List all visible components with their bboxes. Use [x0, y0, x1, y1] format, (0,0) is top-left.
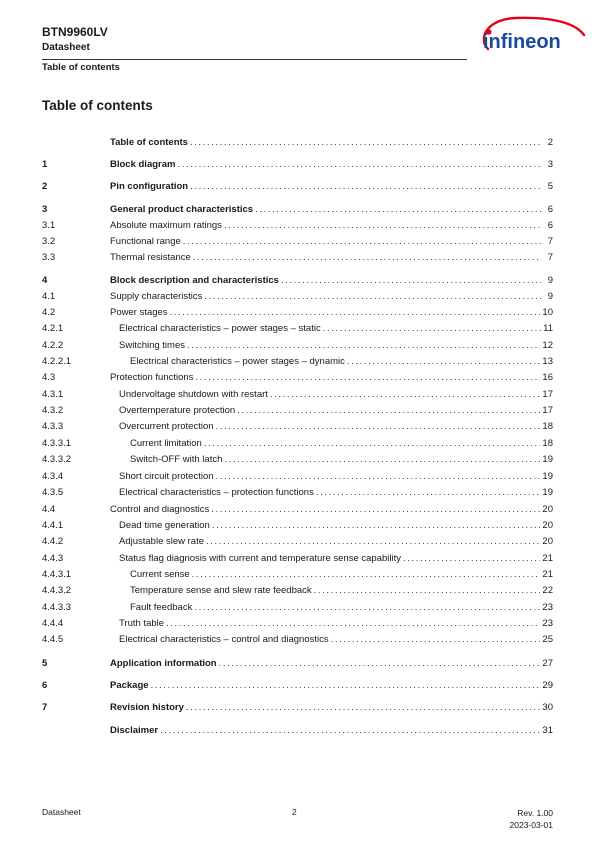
- toc-row[interactable]: [42, 519, 553, 533]
- toc-leader-dots: [190, 180, 541, 194]
- toc-entry[interactable]: [119, 420, 553, 434]
- toc-page-number[interactable]: 27: [542, 658, 553, 669]
- toc-page-number[interactable]: 22: [542, 585, 553, 596]
- toc-leader-dots: [216, 420, 541, 434]
- footer-revision: Rev. 1.00: [517, 808, 553, 818]
- toc-row[interactable]: [42, 203, 553, 217]
- toc-page-number[interactable]: 11: [543, 323, 553, 334]
- toc-number: 3.2: [42, 236, 56, 247]
- toc-number: 4.3.4: [42, 471, 64, 482]
- toc-row[interactable]: [42, 679, 553, 693]
- toc-row[interactable]: [42, 235, 553, 249]
- toc-title[interactable]: Protection functions: [110, 372, 194, 383]
- toc-leader-dots: [212, 519, 541, 533]
- toc-leader-dots: [151, 679, 541, 693]
- toc-entry[interactable]: [130, 584, 553, 598]
- toc-title[interactable]: Electrical characteristics – protection functions: [119, 487, 314, 498]
- toc-leader-dots: [166, 617, 540, 631]
- toc-entry[interactable]: [119, 535, 553, 549]
- footer-date: 2023-03-01: [509, 820, 553, 830]
- toc-page-number[interactable]: 18: [542, 421, 553, 432]
- toc-row[interactable]: [42, 251, 553, 265]
- toc-entry[interactable]: [110, 701, 553, 715]
- toc-number: 4.3.3: [42, 421, 64, 432]
- toc-page-number[interactable]: 5: [547, 181, 553, 192]
- toc-number: 4.4.3.2: [42, 585, 72, 596]
- toc-page-number[interactable]: 19: [542, 471, 553, 482]
- toc-leader-dots: [347, 355, 541, 369]
- toc-row[interactable]: [42, 274, 553, 288]
- toc-page-number[interactable]: 21: [542, 553, 553, 564]
- toc-number: 4.4.3: [42, 553, 64, 564]
- toc-title[interactable]: Block description and characteristics: [110, 275, 279, 286]
- toc-leader-dots: [270, 388, 541, 402]
- toc-entry[interactable]: [119, 470, 553, 484]
- toc-page-number[interactable]: 17: [542, 405, 553, 416]
- toc-leader-dots: [195, 371, 540, 385]
- toc-title[interactable]: Adjustable slew rate: [119, 536, 205, 547]
- toc-leader-dots: [186, 701, 541, 715]
- toc-page-number[interactable]: 7: [547, 252, 553, 263]
- toc-number: 4.2.2: [42, 340, 64, 351]
- toc-title[interactable]: Disclaimer: [110, 725, 159, 736]
- toc-page-number[interactable]: 23: [542, 602, 553, 613]
- toc-number: 7: [42, 702, 48, 713]
- toc-page-number[interactable]: 6: [547, 204, 553, 215]
- toc-entry[interactable]: [130, 355, 553, 369]
- toc-page-number[interactable]: 10: [542, 307, 553, 318]
- page-title: Table of contents: [42, 98, 153, 113]
- toc-entry[interactable]: [130, 568, 553, 582]
- toc-leader-dots: [211, 503, 540, 517]
- toc-number: 4.2: [42, 307, 56, 318]
- toc-entry[interactable]: [119, 552, 553, 566]
- toc-entry[interactable]: [110, 724, 553, 738]
- toc-leader-dots: [170, 306, 541, 320]
- toc-leader-dots: [190, 136, 541, 150]
- toc-page-number[interactable]: 19: [542, 454, 553, 465]
- toc-entry[interactable]: [110, 274, 553, 288]
- toc-page-number[interactable]: 9: [547, 291, 553, 302]
- toc-leader-dots: [224, 453, 540, 467]
- toc-page-number[interactable]: 21: [542, 569, 553, 580]
- toc-entry[interactable]: [119, 633, 553, 647]
- toc-row[interactable]: [42, 388, 553, 402]
- toc-row[interactable]: [42, 633, 553, 647]
- toc-page-number[interactable]: 19: [542, 487, 553, 498]
- toc-row[interactable]: [42, 306, 553, 320]
- toc-number: 2: [42, 181, 48, 192]
- toc-number: 4.3.5: [42, 487, 64, 498]
- toc-page-number[interactable]: 20: [542, 504, 553, 515]
- toc-number: 4.3.2: [42, 405, 64, 416]
- toc-entry[interactable]: [110, 251, 553, 265]
- toc-page-number[interactable]: 30: [542, 702, 553, 713]
- toc-row[interactable]: [42, 322, 553, 336]
- toc-entry[interactable]: [119, 339, 553, 353]
- infineon-logo-icon: [476, 13, 586, 61]
- footer-page-number: 2: [292, 807, 297, 817]
- toc-number: 6: [42, 680, 48, 691]
- toc-title[interactable]: Revision history: [110, 702, 184, 713]
- toc-row[interactable]: [42, 180, 553, 194]
- toc-entry[interactable]: [130, 453, 553, 467]
- toc-leader-dots: [206, 535, 540, 549]
- toc-title[interactable]: Current sense: [130, 569, 190, 580]
- toc-page-number[interactable]: 9: [547, 275, 553, 286]
- toc-row[interactable]: [42, 701, 553, 715]
- toc-number: 4.4.4: [42, 618, 64, 629]
- toc-page-number[interactable]: 20: [542, 536, 553, 547]
- toc-number: 4.3.3.2: [42, 454, 72, 465]
- toc-title[interactable]: Dead time generation: [119, 520, 210, 531]
- toc-page-number[interactable]: 12: [542, 340, 553, 351]
- toc-entry[interactable]: [110, 219, 553, 233]
- toc-entry[interactable]: [110, 306, 553, 320]
- toc-title[interactable]: Absolute maximum ratings: [110, 220, 222, 231]
- toc-row[interactable]: [42, 568, 553, 582]
- toc-row[interactable]: [42, 486, 553, 500]
- toc-page-number[interactable]: 29: [542, 680, 553, 691]
- header-divider: [42, 59, 467, 60]
- toc-title[interactable]: General product characteristics: [110, 204, 254, 215]
- toc-leader-dots: [331, 633, 541, 647]
- toc-row[interactable]: [42, 724, 553, 738]
- toc-page-number[interactable]: 2: [547, 137, 553, 148]
- toc-leader-dots: [204, 290, 541, 304]
- toc-leader-dots: [281, 274, 541, 288]
- toc-number: 5: [42, 658, 48, 669]
- toc-entry[interactable]: [119, 388, 553, 402]
- toc-leader-dots: [194, 601, 540, 615]
- toc-title[interactable]: Switching times: [119, 340, 185, 351]
- toc-leader-dots: [323, 322, 541, 336]
- toc-row[interactable]: [42, 404, 553, 418]
- toc-page-number[interactable]: 31: [542, 725, 553, 736]
- toc-number: 4.4: [42, 504, 56, 515]
- toc-page-number[interactable]: 17: [542, 389, 553, 400]
- toc-leader-dots: [192, 568, 541, 582]
- toc-row[interactable]: [42, 290, 553, 304]
- toc-leader-dots: [193, 251, 541, 265]
- toc-entry[interactable]: [119, 617, 553, 631]
- toc-number: 3.1: [42, 220, 56, 231]
- toc-title[interactable]: Overcurrent protection: [119, 421, 214, 432]
- footer-doc-type: Datasheet: [42, 807, 81, 817]
- toc-number: 4.4.5: [42, 634, 64, 645]
- toc-row[interactable]: [42, 219, 553, 233]
- toc-row[interactable]: [42, 437, 553, 451]
- toc-title[interactable]: Truth table: [119, 618, 165, 629]
- footer-revision-block: [510, 807, 553, 831]
- toc-entry[interactable]: [110, 180, 553, 194]
- toc-leader-dots: [237, 404, 540, 418]
- toc-page-number[interactable]: 23: [542, 618, 553, 629]
- product-name: BTN9960LV: [42, 25, 108, 39]
- toc-leader-dots: [160, 724, 540, 738]
- toc-page-number[interactable]: 6: [547, 220, 553, 231]
- toc-title[interactable]: Fault feedback: [130, 602, 193, 613]
- document-header: [42, 25, 467, 54]
- toc-page-number[interactable]: 7: [547, 236, 553, 247]
- toc-title[interactable]: Block diagram: [110, 159, 176, 170]
- toc-title[interactable]: Electrical characteristics – control and diagnostics: [119, 634, 329, 645]
- toc-entry[interactable]: [130, 437, 553, 451]
- toc-row[interactable]: [42, 535, 553, 549]
- toc-entry[interactable]: [110, 371, 553, 385]
- toc-row[interactable]: [42, 503, 553, 517]
- document-type: Datasheet: [42, 42, 90, 53]
- toc-number: 4.4.3.3: [42, 602, 72, 613]
- toc-page-number[interactable]: 25: [542, 634, 553, 645]
- toc-title[interactable]: Power stages: [110, 307, 168, 318]
- logo-wordmark: infineon: [483, 31, 561, 53]
- toc-entry[interactable]: [119, 519, 553, 533]
- toc-number: 4.2.2.1: [42, 356, 72, 367]
- toc-number: 4.1: [42, 291, 56, 302]
- toc-number: 4.4.2: [42, 536, 64, 547]
- toc-entry[interactable]: [119, 322, 553, 336]
- toc-row[interactable]: [42, 470, 553, 484]
- toc-leader-dots: [219, 657, 541, 671]
- toc-row[interactable]: [42, 355, 553, 369]
- toc-row[interactable]: [42, 657, 553, 671]
- toc-row[interactable]: [42, 158, 553, 172]
- toc-entry[interactable]: [110, 203, 553, 217]
- toc-leader-dots: [216, 470, 541, 484]
- toc-leader-dots: [187, 339, 540, 353]
- toc-title[interactable]: Pin configuration: [110, 181, 189, 192]
- toc-leader-dots: [314, 584, 541, 598]
- toc-entry[interactable]: [110, 158, 553, 172]
- toc-title[interactable]: Temperature sense and slew rate feedback: [130, 585, 312, 596]
- toc-number: 3: [42, 204, 48, 215]
- toc-leader-dots: [403, 552, 540, 566]
- toc-page-number[interactable]: 18: [542, 438, 553, 449]
- toc-title[interactable]: Overtemperature protection: [119, 405, 236, 416]
- toc-number: 4.3.1: [42, 389, 64, 400]
- toc-title[interactable]: Control and diagnostics: [110, 504, 210, 515]
- toc-title[interactable]: Electrical characteristics – power stages – static: [119, 323, 321, 334]
- toc-title[interactable]: Current limitation: [130, 438, 202, 449]
- toc-row[interactable]: [42, 371, 553, 385]
- toc-number: 4.4.1: [42, 520, 64, 531]
- toc-number: 3.3: [42, 252, 56, 263]
- toc-leader-dots: [255, 203, 541, 217]
- toc-leader-dots: [204, 437, 541, 451]
- toc-page-number[interactable]: 13: [542, 356, 553, 367]
- toc-number: 4.4.3.1: [42, 569, 72, 580]
- toc-leader-dots: [177, 158, 541, 172]
- toc-row[interactable]: [42, 420, 553, 434]
- toc-title[interactable]: Status flag diagnosis with current and temperature sense capability: [119, 553, 401, 564]
- toc-title[interactable]: Application information: [110, 658, 217, 669]
- toc-row[interactable]: [42, 552, 553, 566]
- toc-entry[interactable]: [110, 235, 553, 249]
- toc-number: 4.2.1: [42, 323, 64, 334]
- toc-number: 4.3.3.1: [42, 438, 72, 449]
- toc-entry[interactable]: [110, 136, 553, 150]
- toc-title[interactable]: Switch-OFF with latch: [130, 454, 223, 465]
- toc-page-number[interactable]: 3: [547, 159, 553, 170]
- toc-row[interactable]: [42, 617, 553, 631]
- toc-number: 4: [42, 275, 48, 286]
- header-section-title: Table of contents: [42, 62, 120, 73]
- toc-title[interactable]: Supply characteristics: [110, 291, 203, 302]
- toc-title[interactable]: Short circuit protection: [119, 471, 214, 482]
- toc-entry[interactable]: [110, 679, 553, 693]
- toc-entry[interactable]: [110, 290, 553, 304]
- toc-title[interactable]: Electrical characteristics – power stages – dynamic: [130, 356, 345, 367]
- toc-leader-dots: [183, 235, 541, 249]
- toc-number: 4.3: [42, 372, 56, 383]
- toc-entry[interactable]: [110, 657, 553, 671]
- toc-page-number[interactable]: 20: [542, 520, 553, 531]
- toc-entry[interactable]: [119, 404, 553, 418]
- toc-row[interactable]: [42, 339, 553, 353]
- toc-row[interactable]: [42, 453, 553, 467]
- toc-leader-dots: [224, 219, 541, 233]
- toc-entry[interactable]: [110, 503, 553, 517]
- toc-entry[interactable]: [119, 486, 553, 500]
- toc-row[interactable]: [42, 601, 553, 615]
- toc-title[interactable]: Functional range: [110, 236, 181, 247]
- toc-title[interactable]: Thermal resistance: [110, 252, 191, 263]
- toc-row[interactable]: [42, 136, 553, 150]
- toc-number: 1: [42, 159, 48, 170]
- toc-title[interactable]: Table of contents: [110, 137, 188, 148]
- toc-leader-dots: [316, 486, 541, 500]
- toc-title[interactable]: Undervoltage shutdown with restart: [119, 389, 268, 400]
- toc-page-number[interactable]: 16: [542, 372, 553, 383]
- toc-entry[interactable]: [130, 601, 553, 615]
- toc-title[interactable]: Package: [110, 680, 149, 691]
- toc-row[interactable]: [42, 584, 553, 598]
